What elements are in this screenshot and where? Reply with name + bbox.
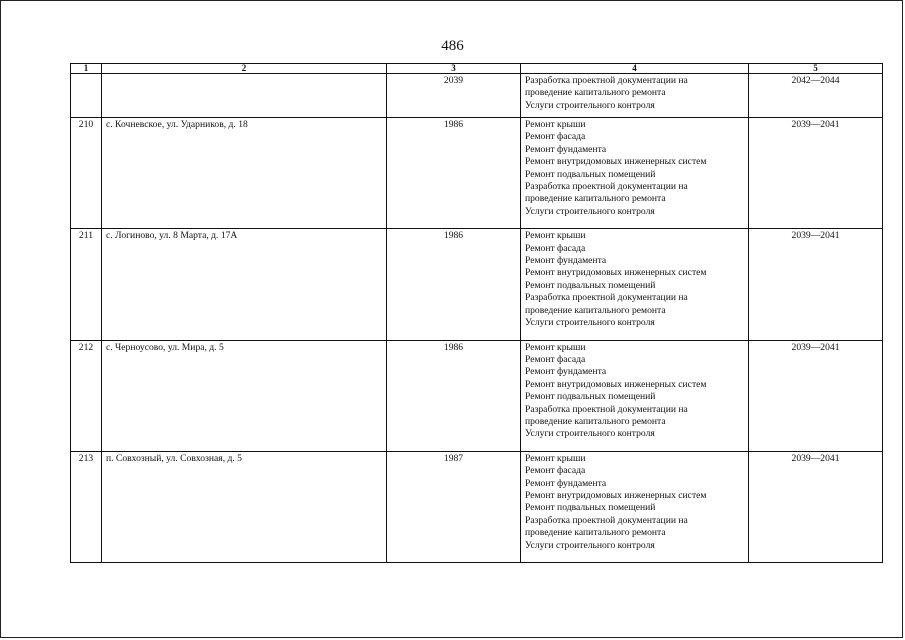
work-item: Разработка проектной документации на	[525, 403, 688, 415]
row-number	[71, 74, 102, 118]
work-item: Ремонт фасада	[525, 242, 586, 254]
work-item: Услуги строительного контроля	[525, 539, 655, 551]
period-cell: 2039—2041	[749, 118, 883, 229]
work-item: Ремонт внутридомовых инженерных систем	[525, 378, 707, 390]
works-list	[525, 453, 744, 552]
column-header-4: 4	[521, 64, 749, 74]
works-list	[525, 75, 744, 112]
work-item: Ремонт внутридомовых инженерных систем	[525, 156, 707, 168]
work-item: Ремонт фундамента	[525, 143, 607, 155]
works-cell	[521, 229, 749, 340]
table-row	[71, 229, 883, 340]
row-number: 213	[71, 451, 102, 562]
year-cell: 1986	[387, 340, 521, 451]
work-item: Ремонт фасада	[525, 131, 586, 143]
period-cell: 2039—2041	[749, 451, 883, 562]
work-item: проведение капитального ремонта	[525, 527, 666, 539]
row-number: 210	[71, 118, 102, 229]
work-item: Услуги строительного контроля	[525, 205, 655, 217]
row-number: 211	[71, 229, 102, 340]
page-number: 486	[441, 38, 464, 54]
work-item: Услуги строительного контроля	[525, 317, 655, 329]
work-item: проведение капитального ремонта	[525, 415, 666, 427]
work-item: Ремонт фасада	[525, 353, 586, 365]
works-cell	[521, 340, 749, 451]
works-list	[525, 119, 744, 218]
work-item: Ремонт крыши	[525, 230, 586, 242]
work-item: Разработка проектной документации на	[525, 514, 688, 526]
works-list	[525, 342, 744, 441]
work-item: Ремонт внутридомовых инженерных систем	[525, 489, 707, 501]
address-cell	[102, 74, 387, 118]
year-cell: 2039	[387, 74, 521, 118]
work-item: Разработка проектной документации на	[525, 181, 688, 193]
works-cell	[521, 74, 749, 118]
work-item: Услуги строительного контроля	[525, 99, 655, 111]
address-cell: с. Черноусово, ул. Мира, д. 5	[102, 340, 387, 451]
repair-schedule-table	[70, 63, 883, 563]
period-cell: 2042—2044	[749, 74, 883, 118]
column-header-2: 2	[102, 64, 387, 74]
column-header-5: 5	[749, 64, 883, 74]
column-header-3: 3	[387, 64, 521, 74]
period-cell: 2039—2041	[749, 340, 883, 451]
work-item: Ремонт крыши	[525, 119, 586, 130]
table-row	[71, 118, 883, 229]
work-item: Ремонт подвальных помещений	[525, 391, 656, 403]
address-cell: с. Кочневское, ул. Ударников, д. 18	[102, 118, 387, 229]
work-item: проведение капитального ремонта	[525, 193, 666, 205]
table-body	[71, 74, 883, 563]
address-cell: с. Логиново, ул. 8 Марта, д. 17А	[102, 229, 387, 340]
work-item: Ремонт фундамента	[525, 255, 607, 267]
work-item: Ремонт фундамента	[525, 366, 607, 378]
address-cell: п. Совхозный, ул. Совхозная, д. 5	[102, 451, 387, 562]
work-item: проведение капитального ремонта	[525, 304, 666, 316]
works-cell	[521, 451, 749, 562]
column-header-1: 1	[71, 64, 102, 74]
work-item: Ремонт фундамента	[525, 477, 607, 489]
table-row	[71, 340, 883, 451]
work-item: Ремонт крыши	[525, 341, 586, 353]
table-row	[71, 451, 883, 562]
work-item: Ремонт подвальных помещений	[525, 502, 656, 514]
work-item: проведение капитального ремонта	[525, 87, 666, 99]
work-item: Ремонт крыши	[525, 452, 586, 464]
year-cell: 1987	[387, 451, 521, 562]
work-item: Разработка проектной документации на	[525, 75, 688, 86]
table-row	[71, 74, 883, 118]
work-item: Ремонт подвальных помещений	[525, 279, 656, 291]
year-cell: 1986	[387, 229, 521, 340]
work-item: Услуги строительного контроля	[525, 428, 655, 440]
table-header-row	[71, 64, 883, 74]
row-number: 212	[71, 340, 102, 451]
work-item: Ремонт подвальных помещений	[525, 168, 656, 180]
work-item: Ремонт фасада	[525, 465, 586, 477]
work-item: Ремонт внутридомовых инженерных систем	[525, 267, 707, 279]
work-item: Разработка проектной документации на	[525, 292, 688, 304]
works-list	[525, 230, 744, 329]
period-cell: 2039—2041	[749, 229, 883, 340]
works-cell	[521, 118, 749, 229]
year-cell: 1986	[387, 118, 521, 229]
